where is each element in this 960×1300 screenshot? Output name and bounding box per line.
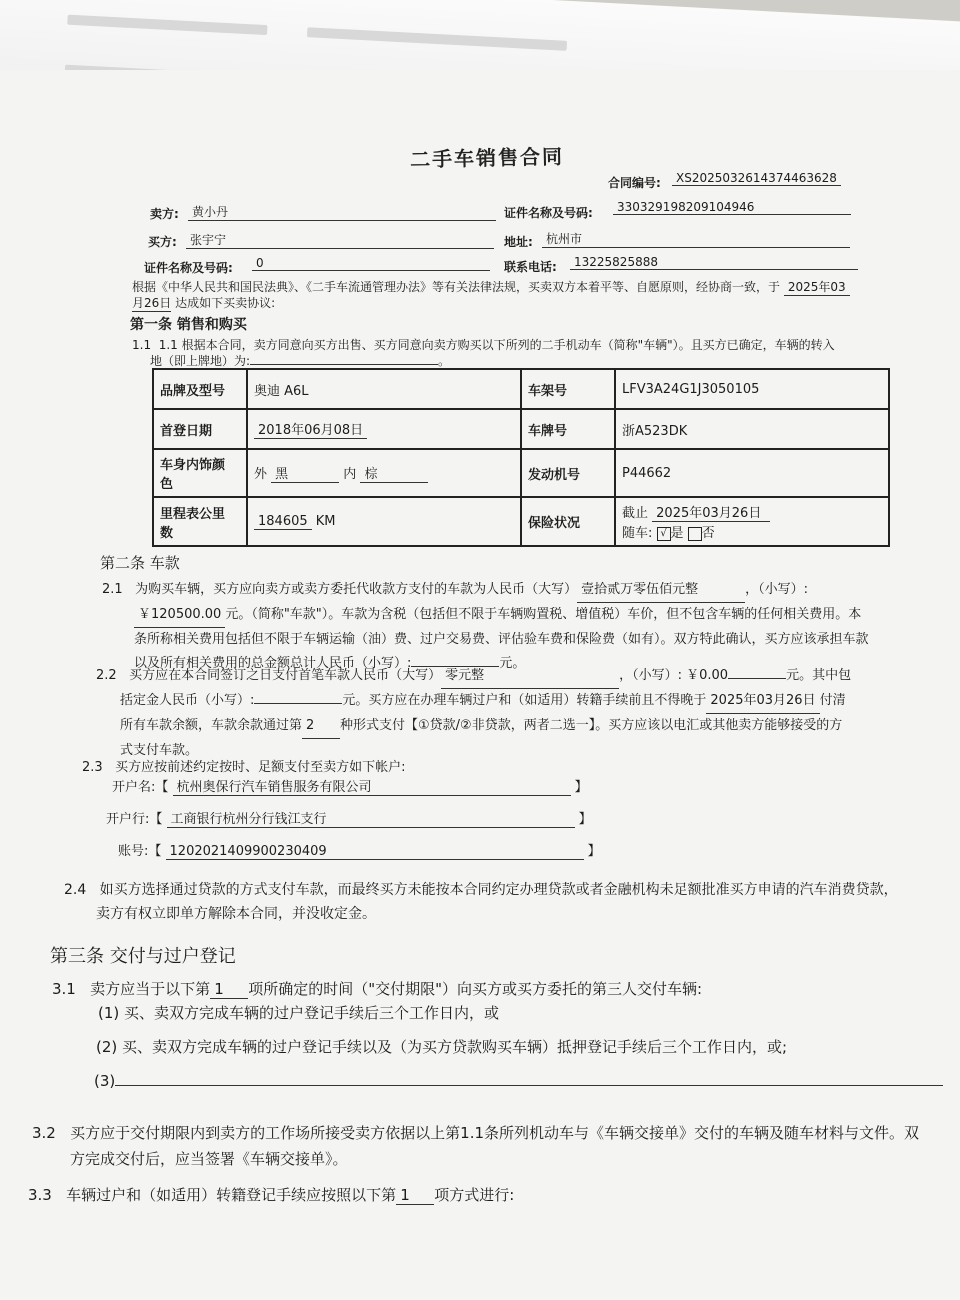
seller-id-label: 证件名称及号码: bbox=[504, 206, 593, 220]
plate-label: 车牌号 bbox=[521, 409, 615, 449]
clause-3-1-option-2: (2) 买、卖双方完成车辆的过户登记手续以及（为买方贷款购买车辆）抵押登记手续后三个工作日内，或; bbox=[96, 1038, 788, 1056]
clause-2-1: 2.1 为购买车辆，买方应向卖方或卖方委托代收款方支付的车款为人民币（大写） 壹拾贰万零伍佰元整 ，（小写）: ￥120500.00 元。（简称"车款"）。车款为含税（包括但不限于车辆购置税、增值税）车价，但不包含车辆的任何相关费用。本 条所称相关费用包括但不限于车辆运输（油）费、过户交易费、评估验车费和保险费（如有）。双方特此确认，买方应该承担车款 以及所有相关费用的总金额总计人民币（小写）: 元。 bbox=[102, 578, 912, 676]
no-checkbox bbox=[688, 527, 702, 541]
page-title: 二手车销售合同 bbox=[409, 144, 565, 172]
bank-row: 开户行:【 工商银行杭州分行钱江支行 】 bbox=[106, 808, 592, 828]
clause-3-3: 3.3 车辆过户和（如适用）转籍登记手续应按照以下第 1 项方式进行: bbox=[28, 1186, 515, 1204]
insurance-label: 保险状况 bbox=[521, 497, 615, 546]
reg-date-label: 首登日期 bbox=[153, 409, 247, 449]
engine-value: P44662 bbox=[615, 449, 889, 497]
vehicle-table bbox=[152, 368, 890, 547]
clause-2-4: 2.4 如买方选择通过贷款的方式支付车款，而最终买方未能按本合同约定办理贷款或者金融机构未足额批准买方申请的汽车消费贷款， 卖方有权立即单方解除本合同，并没收定金。 bbox=[64, 882, 898, 922]
article-1-title: 第一条 销售和购买 bbox=[130, 317, 247, 333]
mileage-value: 184605 KM bbox=[247, 497, 521, 546]
insurance-value: 截止 2025年03月26日 随车: √ 是 否 bbox=[615, 497, 889, 546]
buyer-label: 买方: bbox=[148, 235, 177, 249]
vin-value: LFV3A24G1J3050105 bbox=[615, 369, 889, 409]
seller-id: 330329198209104946 bbox=[613, 200, 851, 215]
clause-2-2: 2.2 买方应在本合同签订之日支付首笔车款人民币（大写） 零元整 ，（小写）: ￥0.00 元。其中包 括定金人民币（小写）: 元。买方应在办理车辆过户和（如适用）转籍手续前且不得晚于 2025年03月26日 付清 所有车款余额，车款余款通过第 2 种形式支付【①贷款/②非贷款，两者二选一】。买方应该以电汇或其他卖方能够接受的方 式支付车款。 bbox=[96, 664, 916, 763]
clause-3-2: 3.2 买方应于交付期限内到卖方的工作场所接受卖方依据以上第1.1条所列机动车与《车辆交接单》交付的车辆及随车材料与文件。双 方完成交付后，应当签署《车辆交接单》。 bbox=[32, 1124, 920, 1168]
buyer-id: 0 bbox=[252, 256, 490, 271]
account-no-row: 账号:【 1202021409900230409 】 bbox=[118, 844, 601, 859]
table-row bbox=[153, 449, 889, 497]
contract-page bbox=[0, 70, 960, 1300]
engine-label: 发动机号 bbox=[521, 449, 615, 497]
mileage-label: 里程表公里 数 bbox=[153, 497, 247, 546]
clause-3-1: 3.1 卖方应当于以下第 1 项所确定的时间（"交付期限"）向买方或买方委托的第三人交付车辆: bbox=[52, 980, 703, 998]
yes-checkbox: √ bbox=[657, 527, 671, 541]
buyer-name: 张宇宁 bbox=[186, 231, 494, 249]
seller-label: 卖方: bbox=[150, 207, 179, 221]
table-row bbox=[153, 369, 889, 409]
clause-2-3: 2.3 买方应按前述约定按时、足额支付至卖方如下帐户: bbox=[82, 760, 406, 775]
address-label: 地址: bbox=[504, 235, 533, 249]
table-row bbox=[153, 497, 889, 546]
contract-no-label: 合同编号: bbox=[608, 176, 661, 190]
color-label: 车身内饰颜 色 bbox=[153, 449, 247, 497]
address: 杭州市 bbox=[542, 230, 850, 248]
article-2-title: 第二条 车款 bbox=[100, 554, 180, 572]
color-value: 外 黑 内 棕 bbox=[247, 449, 521, 497]
intro-line-2: 月26日 达成如下买卖协议: bbox=[132, 296, 276, 310]
vin-label: 车架号 bbox=[521, 369, 615, 409]
brand-label: 品牌及型号 bbox=[153, 369, 247, 409]
seller-name: 黄小丹 bbox=[188, 203, 496, 221]
clause-3-1-option-1: (1) 买、卖双方完成车辆的过户登记手续后三个工作日内，或 bbox=[98, 1004, 500, 1022]
buyer-id-label: 证件名称及号码: bbox=[144, 261, 233, 275]
brand-value: 奥迪 A6L bbox=[247, 369, 521, 409]
phone: 13225825888 bbox=[570, 255, 858, 270]
clause-1-1-cont: 地（即上牌地）为: 。 bbox=[150, 354, 451, 368]
clause-1-1: 1.1 1.1 根据本合同，卖方同意向买方出售、买方同意向卖方购买以下所列的二手机动车（简称"车辆"）。且买方已确定，车辆的转入 bbox=[132, 338, 835, 352]
clause-3-1-option-3: (3) bbox=[94, 1072, 943, 1090]
intro-line-1: 根据《中华人民共和国民法典》、《二手车流通管理办法》等有关法律法规，买卖双方本着平等、自愿原则，经协商一致，于 2025年03 bbox=[132, 278, 850, 296]
article-3-title: 第三条 交付与过户登记 bbox=[50, 946, 236, 967]
table-row bbox=[153, 409, 889, 449]
contract-no: XS2025032614374463628 bbox=[672, 171, 841, 186]
phone-label: 联系电话: bbox=[504, 260, 557, 274]
account-name-row: 开户名:【 杭州奥保行汽车销售服务有限公司 】 bbox=[112, 776, 588, 796]
reg-date-value: 2018年06月08日 bbox=[247, 409, 521, 449]
plate-value: 浙A523DK bbox=[615, 409, 889, 449]
